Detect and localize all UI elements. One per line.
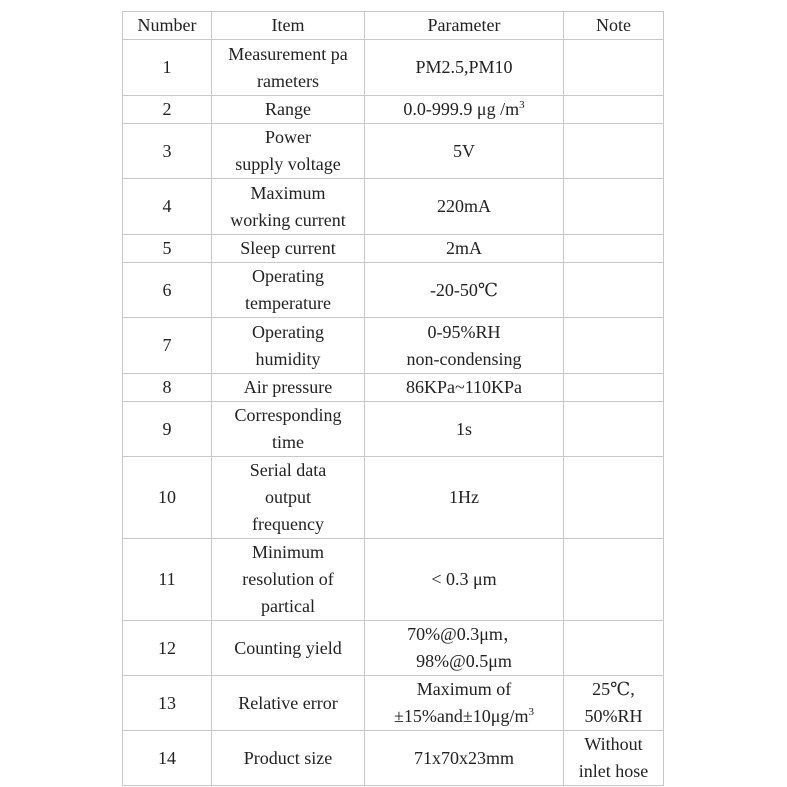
- superscript: 3: [519, 99, 525, 111]
- row-parameter: 2mA: [365, 235, 564, 263]
- row-parameter: 5V: [365, 124, 564, 179]
- row-parameter: 71x70x23mm: [365, 731, 564, 786]
- table-row: [123, 318, 664, 374]
- row-item: Product size: [212, 731, 365, 786]
- table-row: [123, 96, 664, 124]
- row-parameter: 1s: [365, 402, 564, 457]
- table-row: [123, 235, 664, 263]
- row-note: [564, 263, 664, 318]
- table-row: [123, 621, 664, 676]
- row-item: Operating temperature: [212, 263, 365, 318]
- row-item: Range: [212, 96, 365, 124]
- header-number: Number: [123, 12, 212, 40]
- row-parameter: [365, 96, 564, 124]
- table-row: [123, 457, 664, 539]
- row-item: Serial data output frequency: [212, 457, 365, 539]
- row-note: [564, 40, 664, 96]
- row-note: [564, 621, 664, 676]
- table-row: [123, 676, 664, 731]
- row-parameter: 86KPa~110KPa: [365, 374, 564, 402]
- row-number: 6: [123, 263, 212, 318]
- table-row: [123, 374, 664, 402]
- table-row: [123, 731, 664, 786]
- row-note: [564, 374, 664, 402]
- row-number: 7: [123, 318, 212, 374]
- table-row: [123, 40, 664, 96]
- header-item: Item: [212, 12, 365, 40]
- row-item: Minimum resolution of partical: [212, 539, 365, 621]
- row-item: Air pressure: [212, 374, 365, 402]
- row-note: [564, 457, 664, 539]
- row-item: Maximum working current: [212, 179, 365, 235]
- superscript: 3: [528, 706, 534, 718]
- row-number: 12: [123, 621, 212, 676]
- row-note: [564, 124, 664, 179]
- row-note: [564, 179, 664, 235]
- header-parameter: Parameter: [365, 12, 564, 40]
- table-row: [123, 263, 664, 318]
- row-item: Power supply voltage: [212, 124, 365, 179]
- row-parameter: < 0.3 μm: [365, 539, 564, 621]
- spec-table: [122, 11, 664, 786]
- row-item: Operating humidity: [212, 318, 365, 374]
- row-item: Counting yield: [212, 621, 365, 676]
- row-number: 13: [123, 676, 212, 731]
- row-parameter: PM2.5,PM10: [365, 40, 564, 96]
- row-note: [564, 402, 664, 457]
- row-note: [564, 318, 664, 374]
- parameter-text: Maximum of ±15%and±10μg/m: [394, 679, 529, 726]
- row-number: 5: [123, 235, 212, 263]
- row-item: Relative error: [212, 676, 365, 731]
- table-row: [123, 124, 664, 179]
- table-row: [123, 539, 664, 621]
- table-row: [123, 179, 664, 235]
- parameter-text: 0.0-999.9 μg /m: [403, 99, 520, 119]
- table-header-row: [123, 12, 664, 40]
- row-parameter: 1Hz: [365, 457, 564, 539]
- row-parameter: [365, 676, 564, 731]
- row-number: 8: [123, 374, 212, 402]
- row-note: [564, 96, 664, 124]
- row-item: Corresponding time: [212, 402, 365, 457]
- row-parameter: 70%@0.3μm， 98%@0.5μm: [365, 621, 564, 676]
- row-number: 14: [123, 731, 212, 786]
- row-note: [564, 539, 664, 621]
- row-item: Measurement pa rameters: [212, 40, 365, 96]
- row-number: 11: [123, 539, 212, 621]
- row-number: 9: [123, 402, 212, 457]
- row-number: 4: [123, 179, 212, 235]
- table-row: [123, 402, 664, 457]
- row-note: [564, 235, 664, 263]
- row-note: Without inlet hose: [564, 731, 664, 786]
- row-parameter: 0-95%RH non-condensing: [365, 318, 564, 374]
- row-number: 10: [123, 457, 212, 539]
- row-number: 3: [123, 124, 212, 179]
- row-note: 25℃, 50%RH: [564, 676, 664, 731]
- row-parameter: -20-50℃: [365, 263, 564, 318]
- row-parameter: 220mA: [365, 179, 564, 235]
- row-item: Sleep current: [212, 235, 365, 263]
- header-note: Note: [564, 12, 664, 40]
- row-number: 1: [123, 40, 212, 96]
- row-number: 2: [123, 96, 212, 124]
